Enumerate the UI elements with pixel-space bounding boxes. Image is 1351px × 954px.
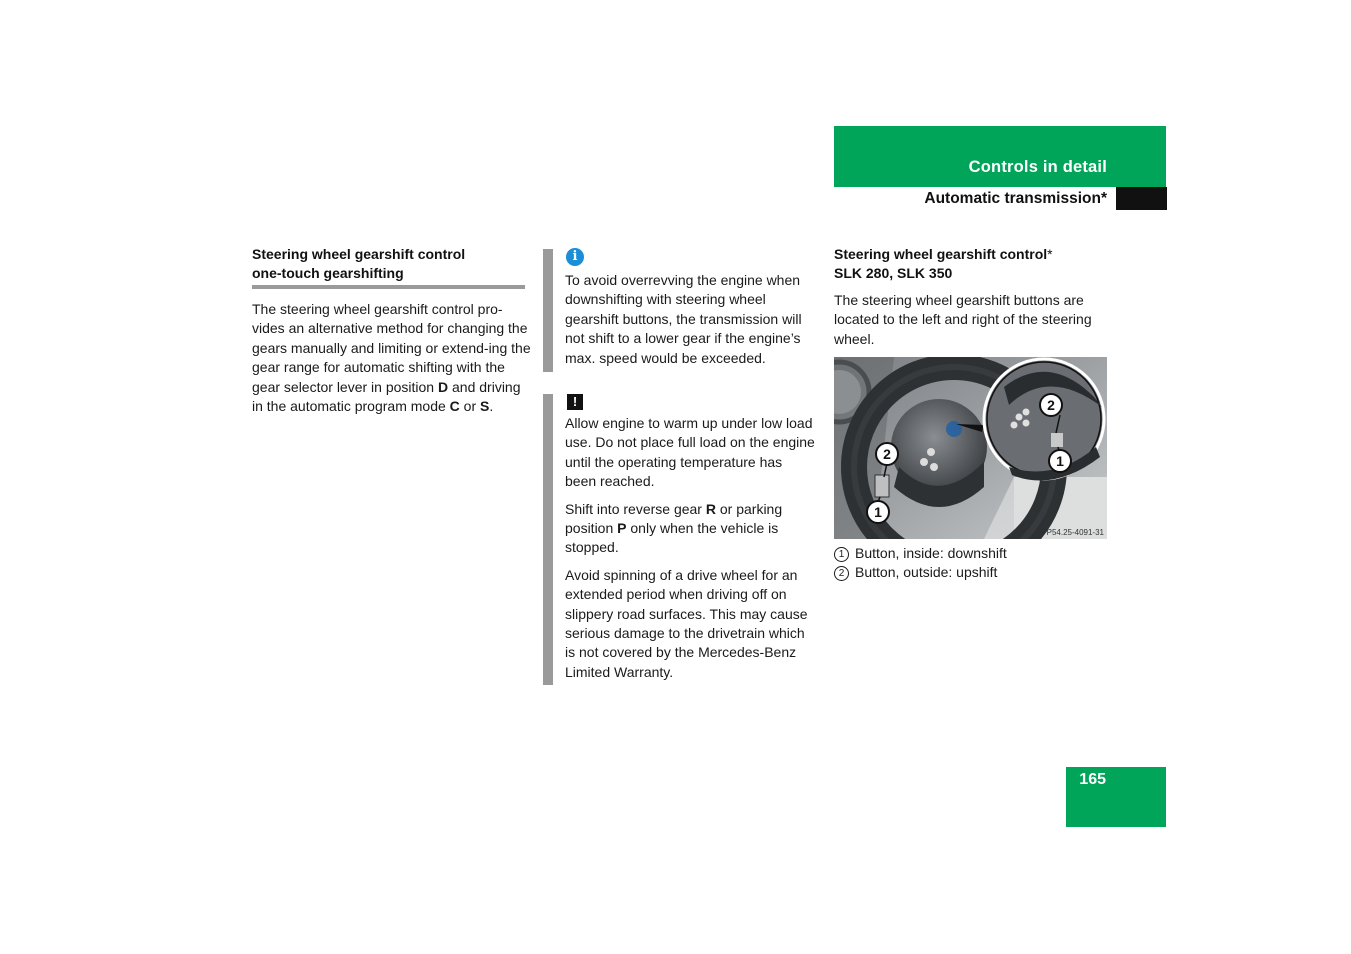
info-note-text: To avoid overrevving the engine when downshifting with steering wheel gearshift buttons, the transmission will not shift to a lower gear if the engine’s max. speed would be exceeded. bbox=[565, 272, 802, 366]
text-span: The steering wheel gearshift control pro-vides an alternative method for changing the gears manually and limiting or extend-ing the gear range for automatic shifting with the gear selector lever in position bbox=[252, 301, 531, 395]
callout-label: 1 bbox=[1056, 453, 1064, 469]
mode-s: S bbox=[480, 398, 490, 415]
page-number: 165 bbox=[1079, 771, 1106, 788]
right-heading-line2: SLK 280, SLK 350 bbox=[834, 265, 953, 281]
caption-text: Button, inside: downshift bbox=[855, 545, 1007, 561]
callout-1-right bbox=[1049, 450, 1071, 472]
right-heading bbox=[834, 245, 1114, 283]
text-span: . bbox=[489, 398, 494, 415]
heading-rule bbox=[252, 285, 525, 289]
text-span: Shift into reverse gear bbox=[565, 500, 706, 517]
subsection-title: Automatic transmission* bbox=[924, 190, 1107, 207]
left-heading-line1: Steering wheel gearshift control bbox=[252, 246, 466, 262]
header-green-block bbox=[834, 126, 1166, 187]
caption-1 bbox=[834, 544, 1007, 563]
left-paragraph bbox=[252, 300, 532, 416]
right-heading-line1 bbox=[834, 245, 1114, 264]
optional-star: * bbox=[1047, 246, 1053, 262]
left-heading bbox=[252, 245, 525, 283]
text-span: or bbox=[459, 398, 481, 415]
steering-wheel-figure bbox=[834, 357, 1107, 539]
warning-paragraph-3: Avoid spinning of a drive wheel for an extended period when driving off on slippery road surfaces. This may cause serious damage to the drivetrain which is not covered by the Mercedes-Benz Limited Warranty. bbox=[565, 566, 808, 680]
caption-2 bbox=[834, 563, 997, 582]
mode-c: C bbox=[449, 398, 460, 415]
caption-number: 2 bbox=[834, 566, 849, 581]
warning-note-text bbox=[565, 414, 817, 690]
right-paragraph: The steering wheel gearshift buttons are located to the left and right of the steering wheel. bbox=[834, 292, 1092, 347]
figure-code: P54.25-4091-31 bbox=[1046, 528, 1104, 537]
section-marker bbox=[1116, 187, 1167, 210]
text-span: and driving in the automatic program mode bbox=[252, 378, 521, 415]
text-span: only when the vehicle is stopped. bbox=[565, 520, 779, 556]
info-note-bar bbox=[543, 249, 553, 372]
gear-r: R bbox=[705, 500, 716, 517]
callout-label: 1 bbox=[874, 504, 882, 520]
warning-paragraph-1: Allow engine to warm up under low load use. Do not place full load on the engine until the operating temperature has been reached. bbox=[565, 415, 815, 490]
section-title: Controls in detail bbox=[968, 158, 1107, 176]
text-span: Steering wheel gearshift control bbox=[834, 246, 1048, 262]
callout-1-left bbox=[867, 501, 889, 523]
left-heading-line2: one-touch gearshifting bbox=[252, 265, 404, 281]
callout-label: 2 bbox=[1047, 397, 1055, 413]
gear-p: P bbox=[617, 520, 627, 537]
callout-2-right bbox=[1040, 394, 1062, 416]
warning-note-bar bbox=[543, 394, 553, 685]
warning-icon: ! bbox=[567, 394, 583, 410]
warning-paragraph-2 bbox=[565, 500, 817, 558]
text-span: or parking position bbox=[565, 500, 783, 537]
info-icon: i bbox=[566, 248, 584, 266]
callout-label: 2 bbox=[883, 446, 891, 462]
callout-2-left bbox=[876, 443, 898, 465]
position-d: D bbox=[438, 378, 449, 395]
caption-text: Button, outside: upshift bbox=[855, 564, 998, 580]
steering-wheel-illustration bbox=[834, 357, 1107, 539]
caption-number: 1 bbox=[834, 547, 849, 562]
